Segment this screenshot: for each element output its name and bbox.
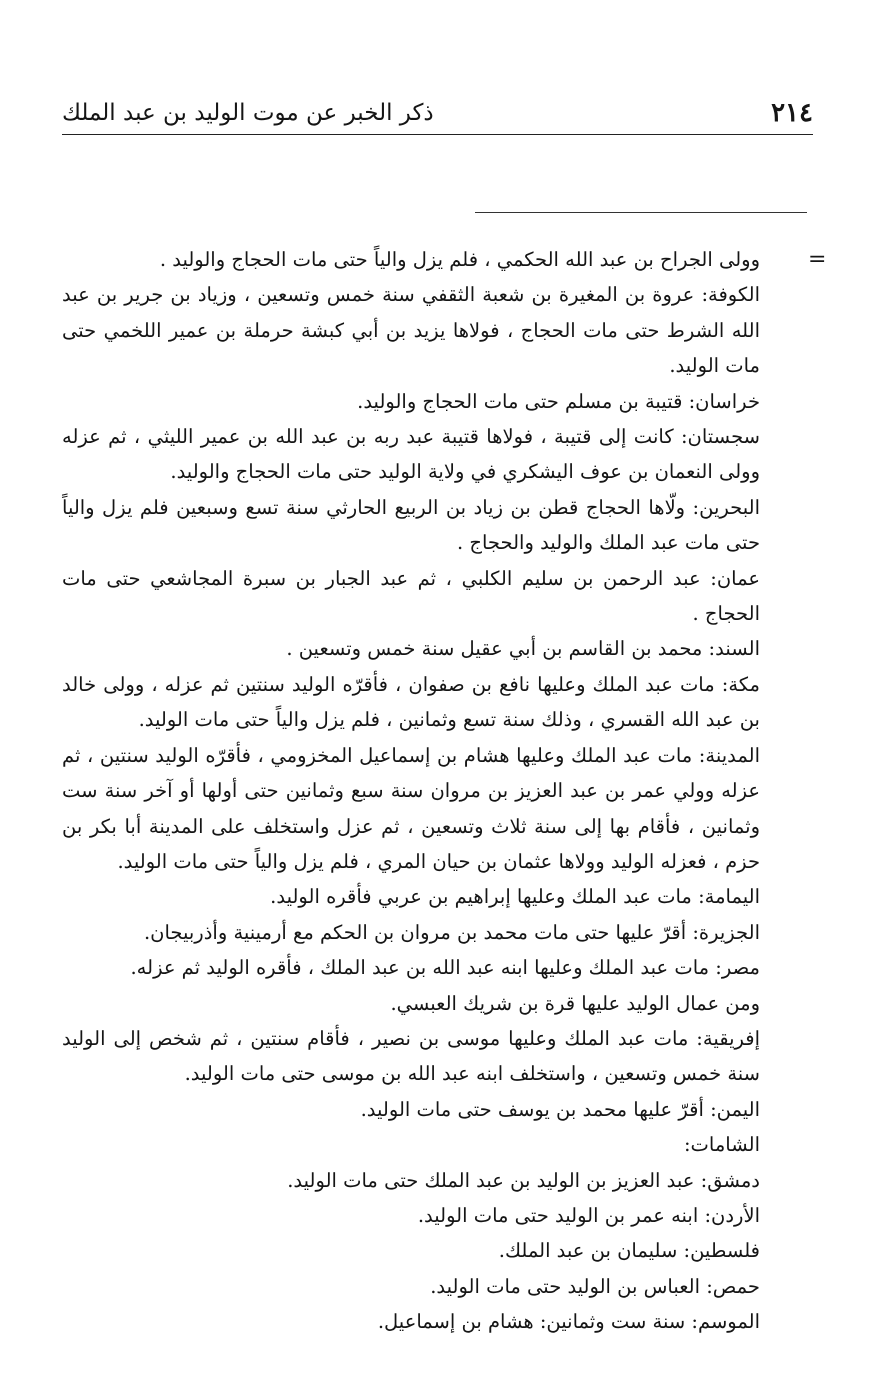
governor-entry-bahrain: البحرين: ولّاها الحجاج قطن بن زياد بن الربيع الحارثي سنة تسع وسبعين فلم يزل والياً حتى مات عبد الملك والوليد والحجاج . — [62, 495, 760, 555]
governor-entry-egypt-extra: ومن عمال الوليد عليها قرة بن شريك العبسي. — [390, 991, 760, 1015]
governor-entry-medina: المدينة: مات عبد الملك وعليها هشام بن إسماعيل المخزومي ، فأقرّه الوليد سنتين ، ثم عزله وولي عمر بن عبد العزيز بن مروان سنة سبع وثمانين حتى أولها أو آخر سنة ست وثمانين ، فأقام بها إلى سنة ثلاث وتسعين ، ثم عزل واستخلف على المدينة أبا بكر بن حزم ، فعزله الوليد وولاها عثمان بن حيان المري ، فلم يزل والياً حتى مات الوليد. — [62, 743, 760, 873]
governor-entry-homs: حمص: العباس بن الوليد حتى مات الوليد. — [430, 1274, 760, 1298]
governor-entry-yemen: اليمن: أقرّ عليها محمد بن يوسف حتى مات الوليد. — [360, 1097, 760, 1121]
page-header — [62, 88, 813, 128]
governor-entry-egypt: مصر: مات عبد الملك وعليها ابنه عبد الله بن عبد الملك ، فأقره الوليد ثم عزله. — [130, 956, 760, 980]
header-rule — [62, 134, 813, 135]
footnote-continuation-mark: = — [808, 247, 827, 272]
governor-entry-yamama: اليمامة: مات عبد الملك وعليها إبراهيم بن عربي فأقره الوليد. — [270, 885, 760, 909]
governor-entry-jordan: الأردن: ابنه عمر بن الوليد حتى مات الوليد. — [417, 1203, 760, 1227]
footnote-separator-rule — [475, 212, 807, 213]
governor-entry-hajj-season: الموسم: سنة ست وثمانين: هشام بن إسماعيل. — [377, 1310, 760, 1334]
governor-entry-mecca: مكة: مات عبد الملك وعليها نافع بن صفوان ، فأقرّه الوليد سنتين ثم عزله ، وولى خالد بن عبد الله القسري ، وذلك سنة تسع وثمانين ، فلم يزل والياً حتى مات الوليد. — [62, 672, 760, 732]
governor-entry-kufa: الكوفة: عروة بن المغيرة بن شعبة الثقفي سنة خمس وتسعين ، وزياد بن جرير بن عبد الله الشرط حتى مات الحجاج ، فولاها يزيد بن أبي كبشة حرملة بن عمير اللخمي حتى مات الوليد. — [62, 283, 760, 378]
section-heading-shamat: الشامات: — [683, 1133, 760, 1157]
governor-entry-ifriqiya: إفريقية: مات عبد الملك وعليها موسى بن نصير ، فأقام سنتين ، ثم شخص إلى الوليد سنة خمس وتسعين ، واستخلف ابنه عبد الله بن موسى حتى مات الوليد. — [62, 1026, 760, 1086]
governor-entry-jazira: الجزيرة: أقرّ عليها حتى مات محمد بن مروان بن الحكم مع أرمينية وأذربيجان. — [143, 920, 760, 944]
governor-entry-sind: السند: محمد بن القاسم بن أبي عقيل سنة خمس وتسعين . — [286, 637, 760, 661]
governor-entry-palestine: فلسطين: سليمان بن عبد الملك. — [498, 1239, 760, 1263]
running-title: ذكر الخبر عن موت الوليد بن عبد الملك — [62, 100, 434, 126]
footnote-line: وولى الجراح بن عبد الله الحكمي ، فلم يزل والياً حتى مات الحجاج والوليد . — [159, 248, 760, 271]
page-number: ٢١٤ — [771, 98, 813, 128]
governor-entry-khurasan: خراسان: قتيبة بن مسلم حتى مات الحجاج والوليد. — [357, 389, 760, 413]
governor-entry-damascus: دمشق: عبد العزيز بن الوليد بن عبد الملك حتى مات الوليد. — [287, 1168, 760, 1192]
governor-entry-sijistan: سجستان: كانت إلى قتيبة ، فولاها قتيبة عبد ربه بن عبد الله بن عمير الليثي ، ثم عزله وولى النعمان بن عوف اليشكري في ولاية الوليد حتى مات الحجاج والوليد. — [62, 425, 760, 484]
governor-entry-oman: عمان: عبد الرحمن بن سليم الكلبي ، ثم عبد الجبار بن سبرة المجاشعي حتى مات الحجاج . — [62, 566, 760, 626]
footnote-text — [62, 242, 760, 1340]
